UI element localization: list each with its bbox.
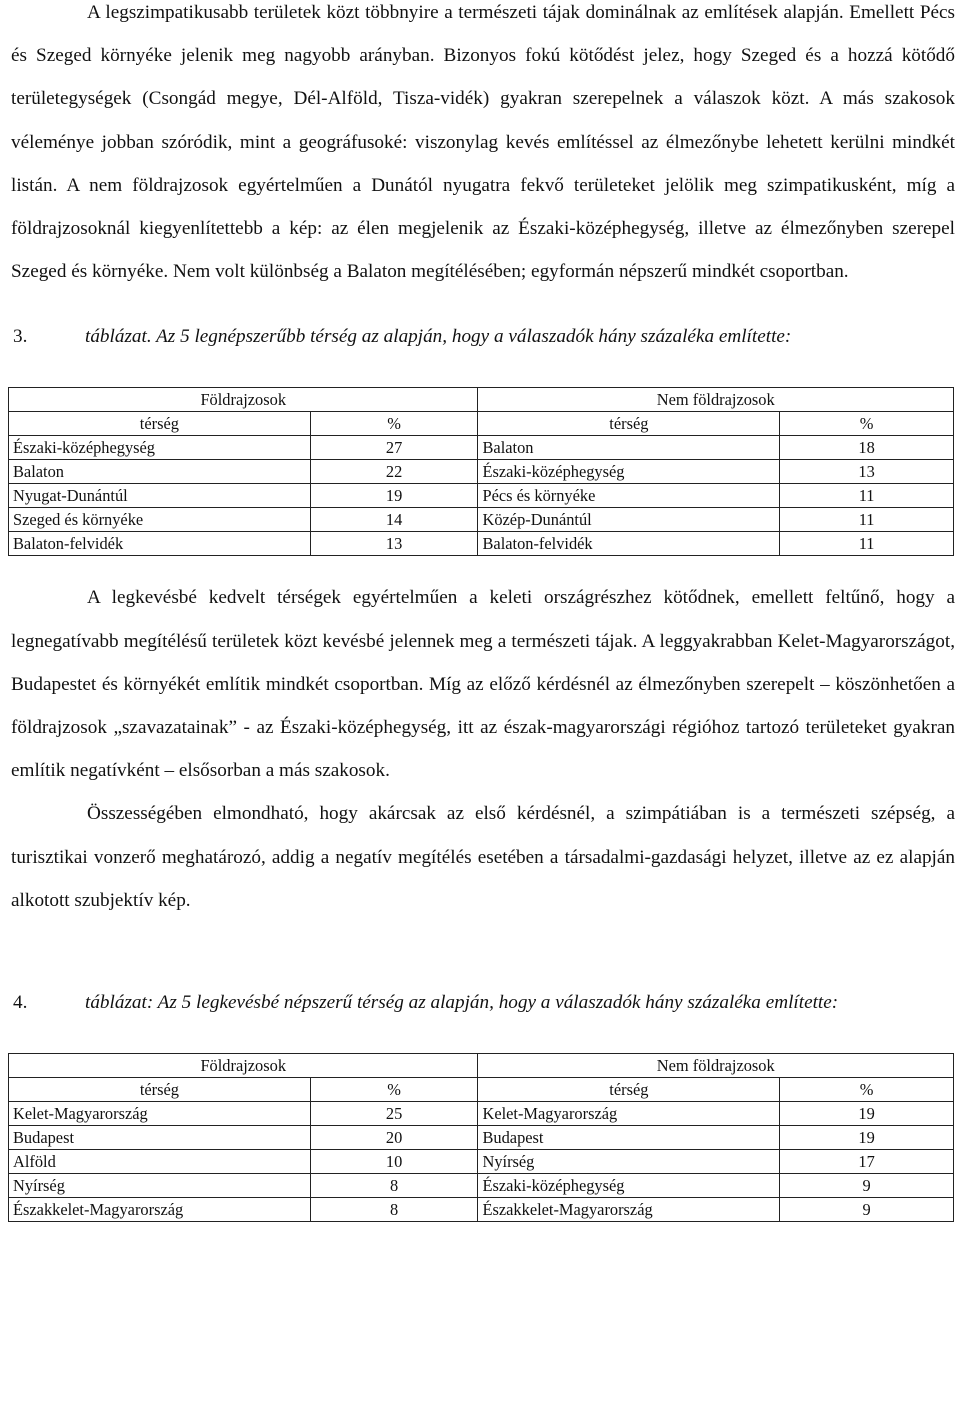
table-3-caption (11, 323, 955, 350)
percent-cell: 19 (780, 1102, 954, 1126)
table-3-col-pct-right: % (780, 412, 954, 436)
region-cell: Északi-középhegység (478, 1174, 780, 1198)
percent-cell: 20 (310, 1126, 478, 1150)
percent-cell: 11 (780, 508, 954, 532)
region-cell: Balaton (478, 436, 780, 460)
table-4-number: 4. (13, 992, 28, 1014)
percent-cell: 18 (780, 436, 954, 460)
region-cell: Balaton (9, 460, 311, 484)
table-3-group-left-header: Földrajzosok (9, 388, 478, 412)
table-3-number: 3. (13, 326, 28, 348)
region-cell: Szeged és környéke (9, 508, 311, 532)
body-paragraph-1: A legszimpatikusabb területek közt többnyire a természeti tájak dominálnak az említések alapján. Emellett Pécs és Szeged környéke jelenik meg nagyobb arányban. Bizonyos fokú kötődést jelez, hogy Szeged és a hozzá kötődő területegységek (Csongád megye, Dél-Alföld, Tisza-vidék) gyakran szerepelnek a válaszok közt. A más szakosok véleménye jobban szóródik, mint a geográfusoké: viszonylag kevés említéssel az élmezőnybe lehetett kerülni mindkét listán. A nem földrajzosok egyértelműen a Dunától nyugatra fekvő területeket jelölik meg szimpatikusként, míg a földrajzosoknál kiegyenlítettebb a kép: az élen megjelenik az Északi-középhegység, illetve az élmezőnyben szerepel Szeged és környéke. Nem volt különbség a Balaton megítélésében; egyformán népszerű mindkét csoportban. (11, 2, 955, 283)
percent-cell: 11 (780, 532, 954, 556)
percent-cell: 14 (310, 508, 478, 532)
table-3 (8, 387, 954, 556)
region-cell: Kelet-Magyarország (478, 1102, 780, 1126)
percent-cell: 8 (310, 1174, 478, 1198)
percent-cell: 27 (310, 436, 478, 460)
percent-cell: 19 (780, 1126, 954, 1150)
document-page (11, 0, 955, 1222)
percent-cell: 22 (310, 460, 478, 484)
percent-cell: 8 (310, 1198, 478, 1222)
region-cell: Balaton-felvidék (478, 532, 780, 556)
percent-cell: 13 (780, 460, 954, 484)
table-4-col-region-right: térség (478, 1078, 780, 1102)
percent-cell: 11 (780, 484, 954, 508)
table-row (9, 484, 954, 508)
region-cell: Budapest (478, 1126, 780, 1150)
table-3-column-header-row (9, 412, 954, 436)
table-row (9, 508, 954, 532)
table-4-col-pct-right: % (780, 1078, 954, 1102)
percent-cell: 17 (780, 1150, 954, 1174)
table-3-col-region-right: térség (478, 412, 780, 436)
region-cell: Északi-középhegység (9, 436, 311, 460)
region-cell: Nyugat-Dunántúl (9, 484, 311, 508)
percent-cell: 10 (310, 1150, 478, 1174)
table-4-caption (11, 989, 955, 1016)
region-cell: Északkelet-Magyarország (9, 1198, 311, 1222)
table-4-group-header-row (9, 1054, 954, 1078)
table-row (9, 532, 954, 556)
region-cell: Balaton-felvidék (9, 532, 311, 556)
table-3-group-right-header: Nem földrajzosok (478, 388, 954, 412)
table-4-group-right-header: Nem földrajzosok (478, 1054, 954, 1078)
table-row (9, 1102, 954, 1126)
percent-cell: 13 (310, 532, 478, 556)
percent-cell: 9 (780, 1198, 954, 1222)
percent-cell: 19 (310, 484, 478, 508)
table-4-group-left-header: Földrajzosok (9, 1054, 478, 1078)
table-4-col-region-left: térség (9, 1078, 311, 1102)
table-3-col-pct-left: % (310, 412, 478, 436)
region-cell: Budapest (9, 1126, 311, 1150)
body-paragraph-3: Összességében elmondható, hogy akárcsak az első kérdésnél, a szimpátiában is a természeti szépség, a turisztikai vonzerő meghatározó, addig a negatív megítélés esetében a társadalmi-gazdasági helyzet, illetve az ez alapján alkotott szubjektív kép. (11, 803, 955, 911)
table-3-group-header-row (9, 388, 954, 412)
table-4 (8, 1053, 954, 1222)
region-cell: Nyírség (478, 1150, 780, 1174)
region-cell: Kelet-Magyarország (9, 1102, 311, 1126)
table-row (9, 1174, 954, 1198)
percent-cell: 9 (780, 1174, 954, 1198)
table-row (9, 1198, 954, 1222)
region-cell: Pécs és környéke (478, 484, 780, 508)
table-3-caption-text: táblázat. Az 5 legnépszerűbb térség az alapján, hogy a válaszadók hány százaléka említette: (85, 326, 792, 348)
region-cell: Alföld (9, 1150, 311, 1174)
table-row (9, 436, 954, 460)
percent-cell: 25 (310, 1102, 478, 1126)
region-cell: Közép-Dunántúl (478, 508, 780, 532)
region-cell: Északkelet-Magyarország (478, 1198, 780, 1222)
body-paragraph-2: A legkevésbé kedvelt térségek egyértelműen a keleti országrészhez kötődnek, emellett feltűnő, hogy a legnegatívabb megítélésű területek közt kevésbé jelennek meg a természeti tájak. A leggyakrabban Kelet-Magyarországot, Budapestet és környékét említik mindkét csoportban. Míg az előző kérdésnél az élmezőnyben szerepelt – köszönhetően a földrajzosok „szavazatainak” - az Északi-középhegység, itt az észak-magyarországi régióhoz tartozó területeket gyakran említik negatívként – elsősorban a más szakosok. (11, 587, 955, 782)
region-cell: Nyírség (9, 1174, 311, 1198)
table-row (9, 1150, 954, 1174)
table-4-col-pct-left: % (310, 1078, 478, 1102)
region-cell: Északi-középhegység (478, 460, 780, 484)
table-row (9, 1126, 954, 1150)
table-3-col-region-left: térség (9, 412, 311, 436)
table-4-column-header-row (9, 1078, 954, 1102)
table-row (9, 460, 954, 484)
table-4-caption-text: táblázat: Az 5 legkevésbé népszerű térség az alapján, hogy a válaszadók hány százaléka említette: (85, 992, 839, 1014)
